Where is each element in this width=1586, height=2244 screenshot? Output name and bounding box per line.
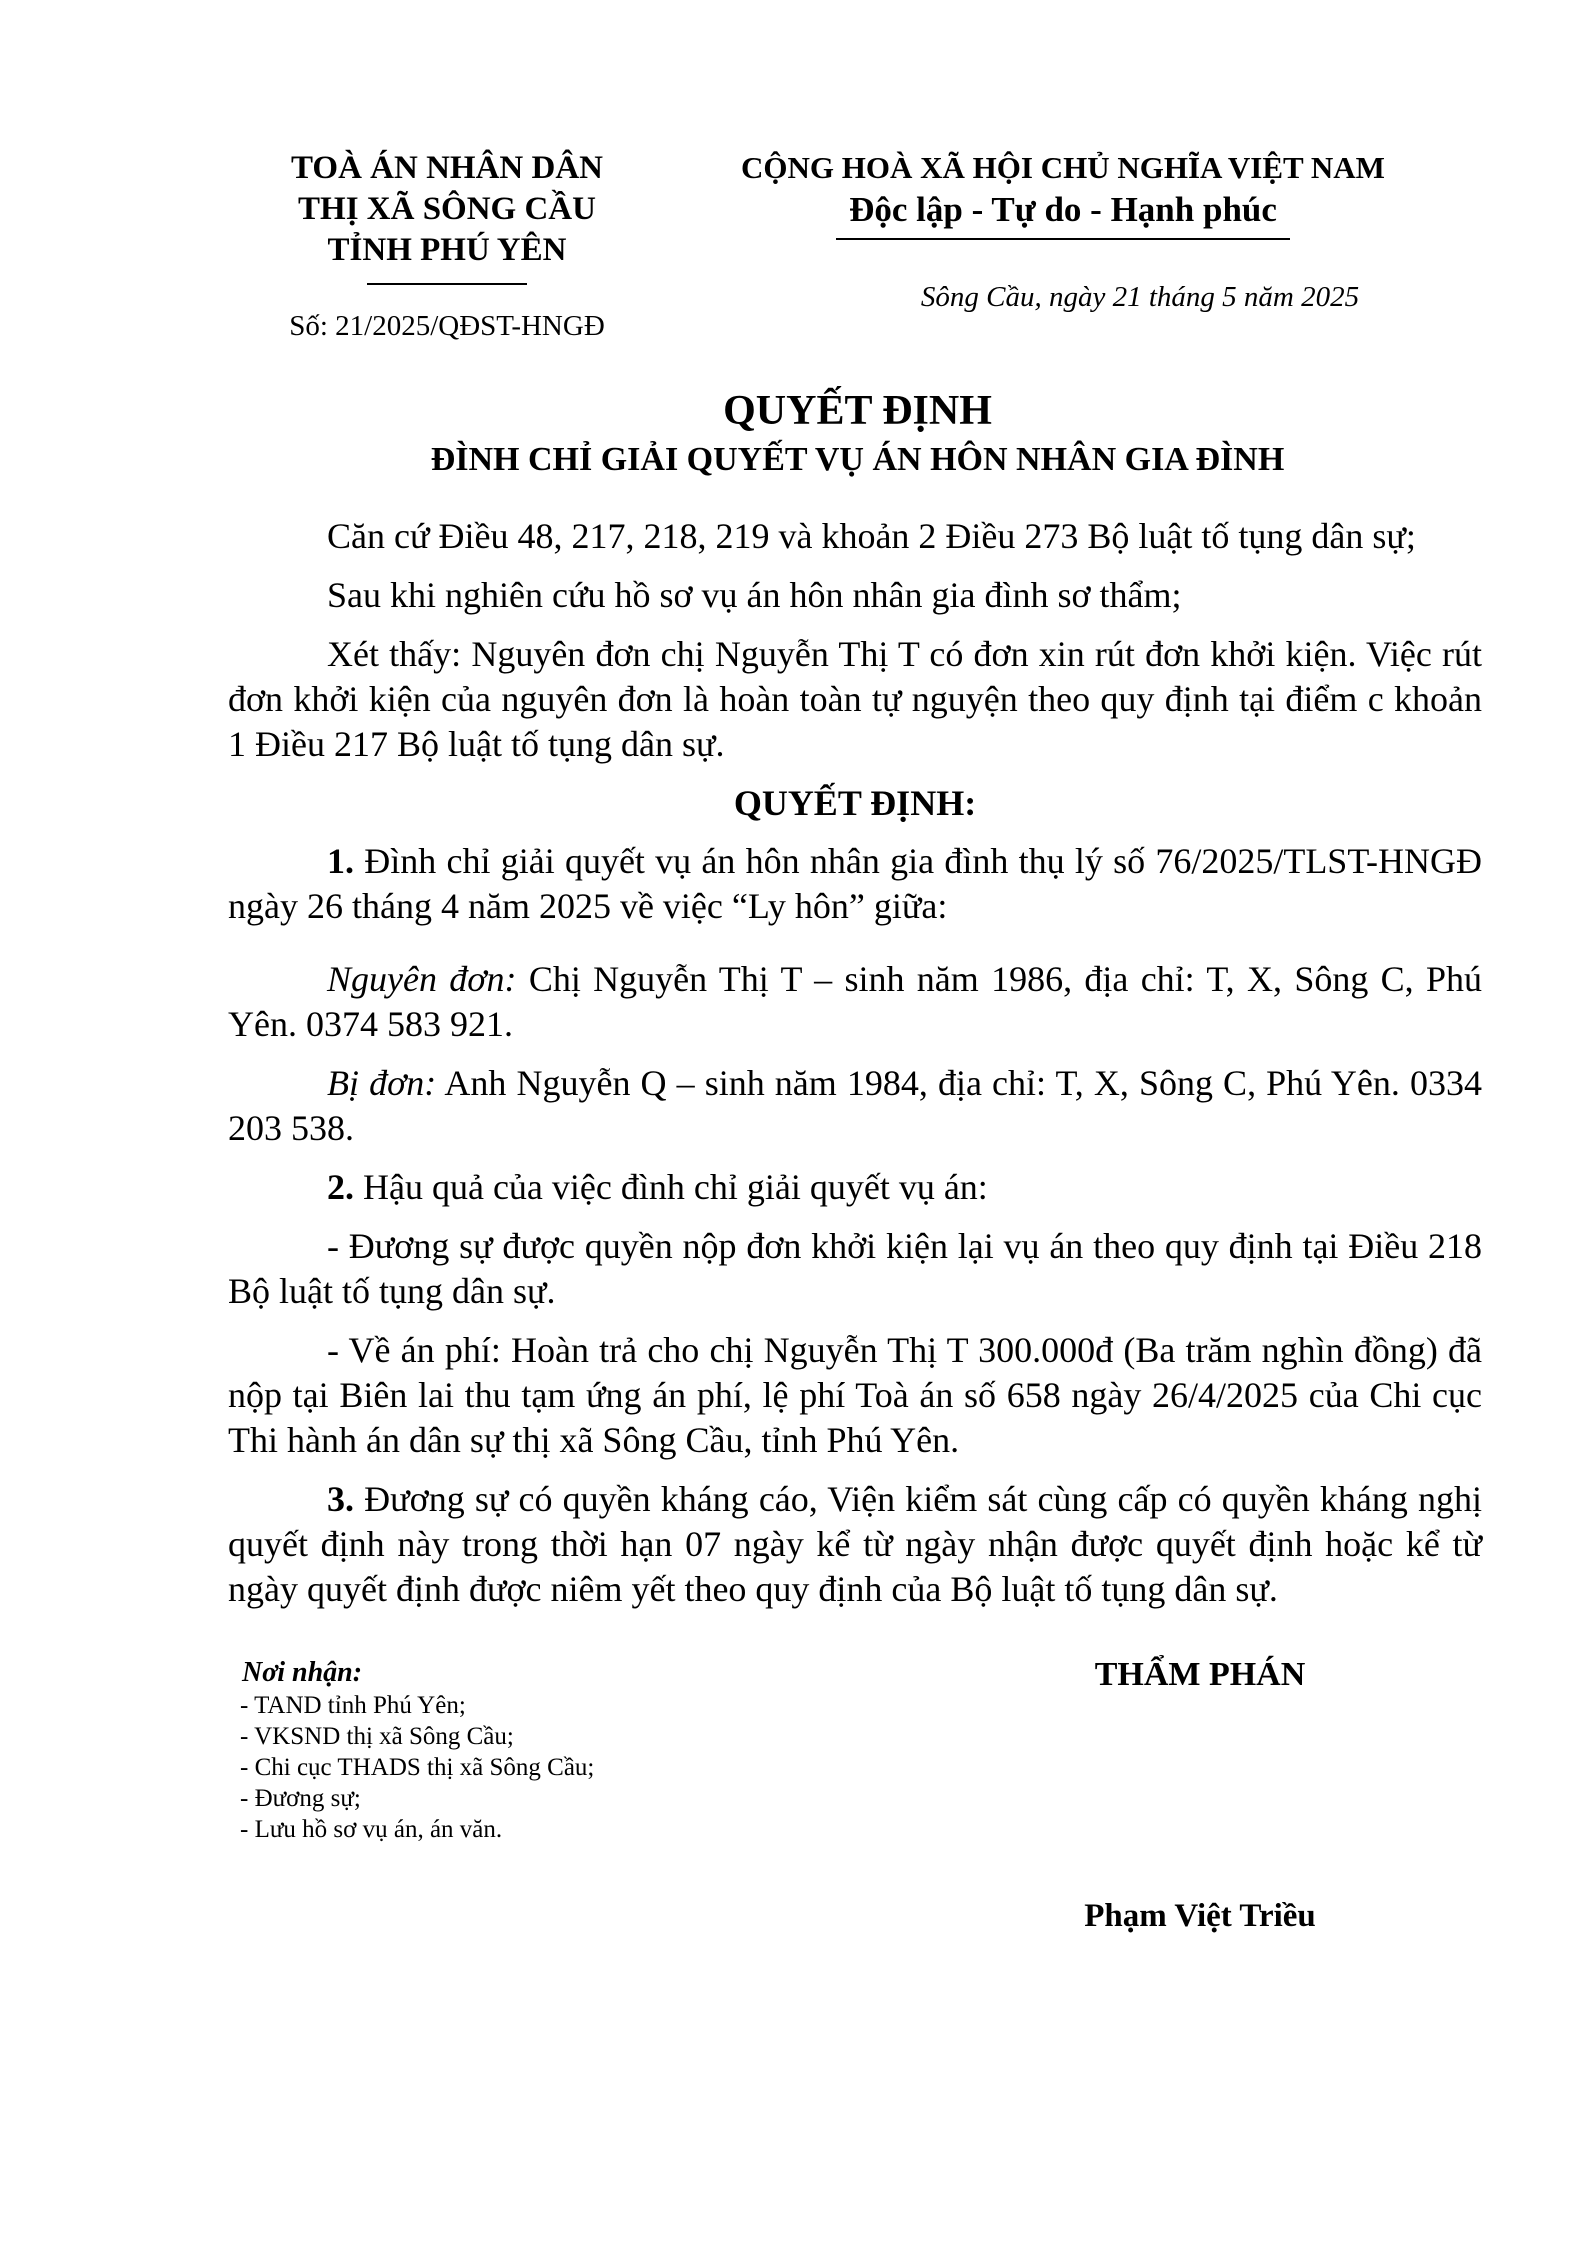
document-title: QUYẾT ĐỊNH [723, 388, 992, 434]
plaintiff-paragraph [228, 957, 1482, 1047]
item-3-number: 3. [327, 1479, 354, 1519]
court-name-line-3: TỈNH PHÚ YÊN [327, 232, 567, 268]
finding-paragraph: Xét thấy: Nguyên đơn chị Nguyễn Thị T có đơn xin rút đơn khởi kiện. Việc rút đơn khởi kiện của nguyên đơn là hoàn toàn tự nguyện theo quy định tại điểm c khoản 1 Điều 217 Bộ luật tố tụng dân sự. [228, 634, 1482, 764]
item-1-number: 1. [327, 841, 354, 881]
case-study-note: Sau khi nghiên cứu hồ sơ vụ án hôn nhân gia đình sơ thẩm; [327, 575, 1182, 615]
decision-heading: QUYẾT ĐỊNH: [733, 783, 977, 823]
item-1-text: Đình chỉ giải quyết vụ án hôn nhân gia đình thụ lý số 76/2025/TLST-HNGĐ ngày 26 tháng 4 năm 2025 về việc “Ly hôn” giữa: [228, 841, 1482, 926]
place-and-date: Sông Cầu, ngày 21 tháng 5 năm 2025 [920, 281, 1360, 313]
decision-item-1 [228, 839, 1482, 929]
national-header [718, 148, 1408, 240]
recipients-label: Nơi nhận: [242, 1657, 363, 1688]
nation-name: CỘNG HOÀ XÃ HỘI CHỦ NGHĨA VIỆT NAM [741, 150, 1385, 185]
decision-item-2 [228, 1165, 1482, 1210]
defendant-text: Anh Nguyễn Q – sinh năm 1984, địa chỉ: T, X, Sông C, Phú Yên. 0334 203 538. [228, 1063, 1482, 1148]
consequence-refile: - Đương sự được quyền nộp đơn khởi kiện lại vụ án theo quy định tại Điều 218 Bộ luật tố tụng dân sự. [228, 1226, 1482, 1311]
court-header-divider [367, 283, 527, 285]
item-3-text: Đương sự có quyền kháng cáo, Viện kiểm sát cùng cấp có quyền kháng nghị quyết định này trong thời hạn 07 ngày kể từ ngày nhận được quyết định hoặc kể từ ngày quyết định được niêm yết theo quy định của Bộ luật tố tụng dân sự. [228, 1479, 1482, 1609]
plaintiff-text: Chị Nguyễn Thị T – sinh năm 1986, địa chỉ: T, X, Sông C, Phú Yên. 0374 583 921. [228, 959, 1483, 1044]
decision-item-3 [228, 1477, 1482, 1612]
recipient-item: - VKSND thị xã Sông Cầu; [240, 1723, 514, 1750]
recipient-item: - Đương sự; [240, 1785, 361, 1812]
signer-name: Phạm Việt Triều [1084, 1898, 1316, 1934]
court-header [262, 148, 632, 344]
item-2-number: 2. [327, 1167, 354, 1207]
recipient-item: - Lưu hồ sơ vụ án, án văn. [240, 1816, 503, 1843]
defendant-label: Bị đơn: [327, 1063, 437, 1103]
court-name-line-1: TOÀ ÁN NHÂN DÂN [291, 150, 603, 186]
legal-basis: Căn cứ Điều 48, 217, 218, 219 và khoản 2 Điều 273 Bộ luật tố tụng dân sự; [327, 516, 1416, 556]
recipient-item: - TAND tỉnh Phú Yên; [240, 1692, 466, 1719]
motto-divider [836, 238, 1290, 240]
recipients-block [240, 1656, 760, 1845]
defendant-paragraph [228, 1061, 1482, 1151]
case-number: Số: 21/2025/QĐST-HNGĐ [289, 310, 605, 342]
plaintiff-label: Nguyên đơn: [327, 959, 517, 999]
document-subtitle: ĐÌNH CHỈ GIẢI QUYẾT VỤ ÁN HÔN NHÂN GIA ĐÌNH [430, 441, 1285, 478]
signer-title: THẨM PHÁN [1094, 1656, 1306, 1693]
court-name-line-2: THỊ XÃ SÔNG CẦU [298, 191, 596, 227]
document-body [228, 514, 1482, 1626]
consequence-court-fee: - Về án phí: Hoàn trả cho chị Nguyễn Thị T 300.000đ (Ba trăm nghìn đồng) đã nộp tại Biên lai thu tạm ứng án phí, lệ phí Toà án số 658 ngày 26/4/2025 của Chi cục Thi hành án dân sự thị xã Sông Cầu, tỉnh Phú Yên. [228, 1330, 1482, 1460]
national-motto: Độc lập - Tự do - Hạnh phúc [849, 190, 1277, 229]
recipient-item: - Chi cục THADS thị xã Sông Cầu; [240, 1754, 595, 1781]
item-2-text: Hậu quả của việc đình chỉ giải quyết vụ án: [363, 1167, 988, 1207]
